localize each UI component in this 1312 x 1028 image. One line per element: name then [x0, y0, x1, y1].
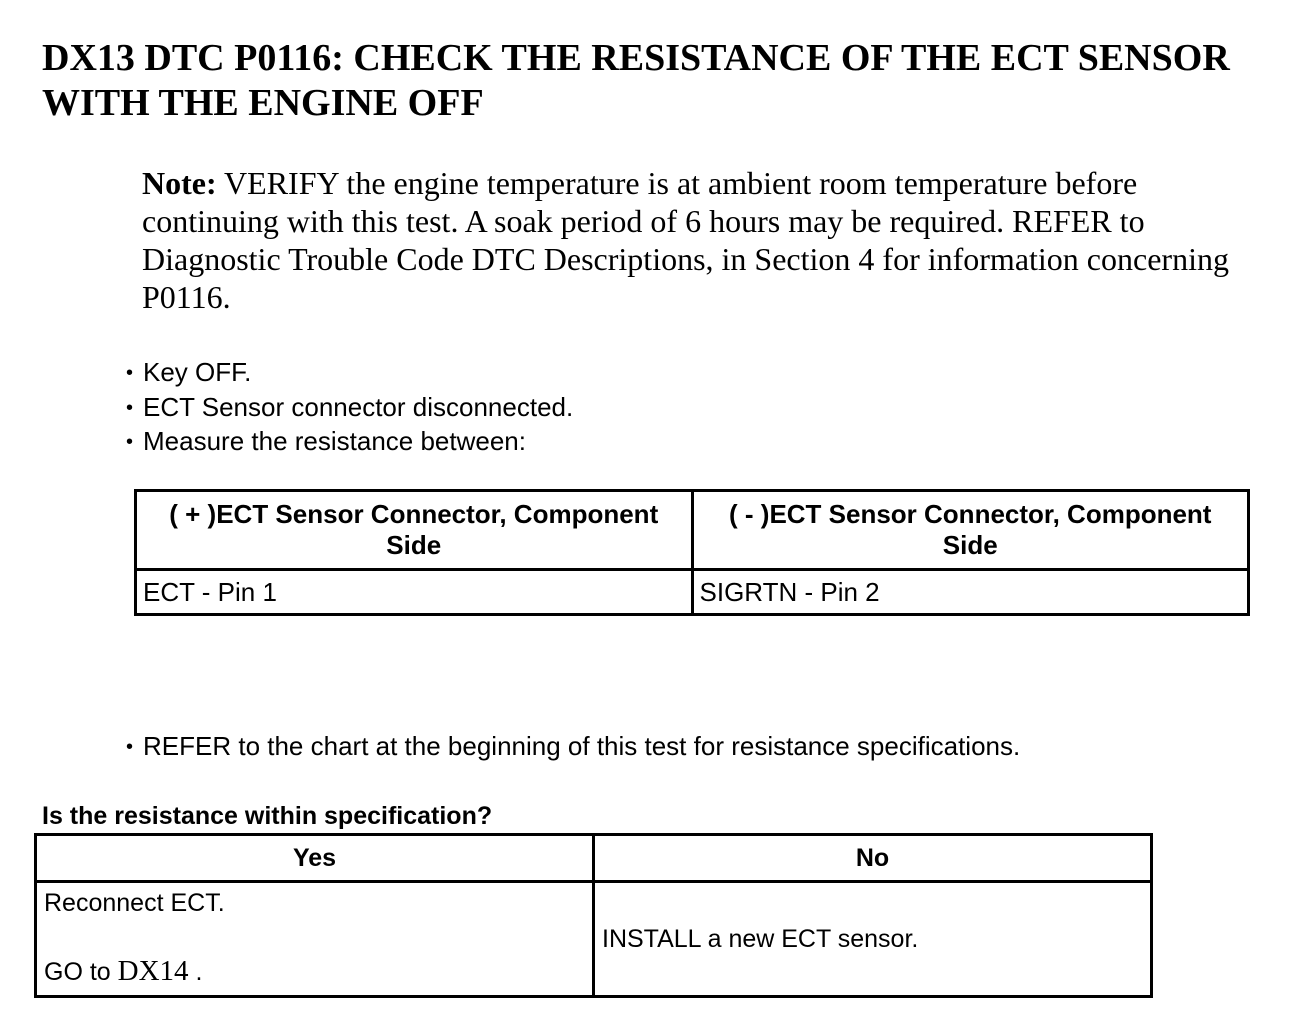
note-paragraph [142, 164, 1242, 316]
page-title: DX13 DTC P0116: CHECK THE RESISTANCE OF THE ECT SENSOR WITH THE ENGINE OFF [42, 37, 1230, 124]
pin-table-header-row [136, 491, 1249, 570]
negative-pin-cell: SIGRTN - Pin 2 [692, 570, 1249, 615]
step-item: • ECT Sensor connector disconnected. [126, 391, 573, 426]
yes-instruction: Reconnect ECT. [44, 889, 225, 917]
goto-suffix: . [188, 958, 203, 986]
pin-table [134, 489, 1250, 616]
answer-header-row [36, 835, 1152, 882]
yes-header: Yes [36, 835, 594, 882]
refer-step: • REFER to the chart at the beginning of this test for resistance specifications. [126, 730, 1020, 764]
no-header: No [594, 835, 1152, 882]
step-item: • Key OFF. [126, 356, 573, 391]
note-label: Note: [142, 165, 217, 201]
step-item: • Measure the resistance between: [126, 425, 573, 460]
pin-table-row [136, 570, 1249, 615]
answer-row [36, 882, 1152, 997]
step-list [126, 356, 573, 460]
negative-connector-header: ( - )ECT Sensor Connector, Component Side [692, 491, 1249, 570]
goto-prefix: GO to [44, 958, 118, 986]
note-text: VERIFY the engine temperature is at ambient room temperature before continuing with this test. A soak period of 6 hours may be required. REFER to Diagnostic Trouble Code DTC Descriptions, in Section 4 for information concerning P0116. [142, 165, 1229, 315]
dx14-link[interactable]: DX14 [117, 955, 189, 987]
positive-connector-header: ( + )ECT Sensor Connector, Component Side [136, 491, 693, 570]
yes-goto [44, 955, 202, 988]
question-text: Is the resistance within specification? [42, 802, 493, 830]
answer-table [34, 833, 1153, 998]
positive-pin-cell: ECT - Pin 1 [136, 570, 693, 615]
no-cell: INSTALL a new ECT sensor. [594, 882, 1152, 997]
yes-cell [36, 882, 594, 997]
